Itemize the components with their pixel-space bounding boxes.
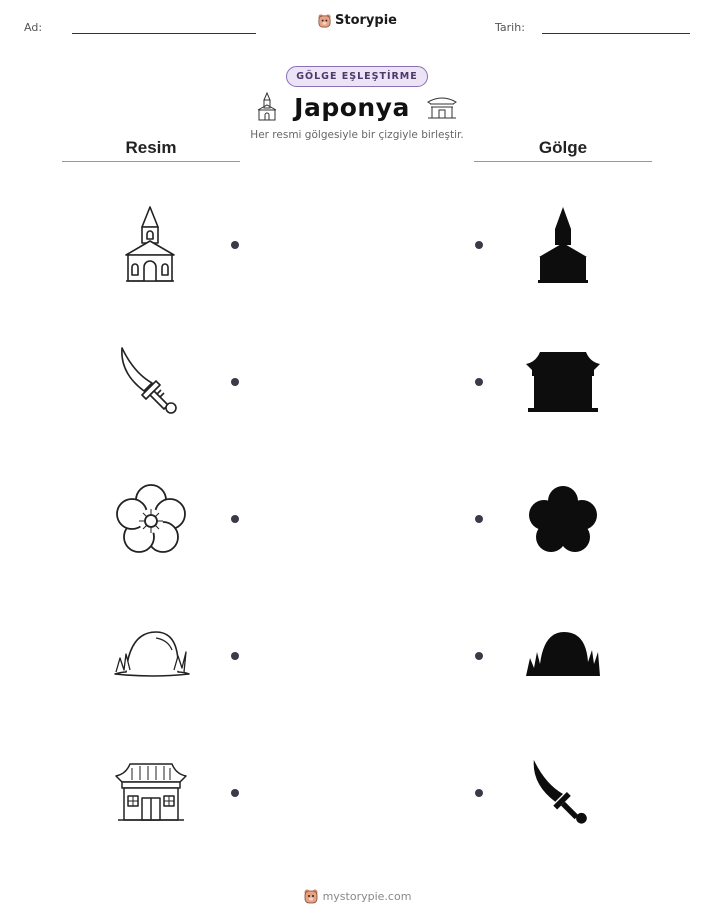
date-label: Tarih: bbox=[495, 21, 525, 34]
pagoda-silhouette bbox=[524, 350, 602, 414]
church-silhouette bbox=[536, 205, 590, 285]
page-title: Japonya bbox=[294, 92, 410, 122]
sword-silhouette bbox=[528, 756, 598, 828]
column-divider-right bbox=[474, 161, 652, 162]
instructions: Her resmi gölgesiyle bir çizgiyle birleştir. bbox=[250, 129, 464, 141]
church-icon bbox=[122, 205, 178, 285]
flower-icon bbox=[114, 483, 188, 557]
brand-logo bbox=[0, 13, 714, 32]
shadow-dot-5[interactable] bbox=[475, 789, 483, 797]
column-header-shadow: Gölge bbox=[538, 138, 588, 157]
shadow-dot-3[interactable] bbox=[475, 515, 483, 523]
shadow-dot-1[interactable] bbox=[475, 241, 483, 249]
footer bbox=[0, 888, 714, 907]
pagoda-house-icon bbox=[112, 760, 190, 824]
shadow-dot-4[interactable] bbox=[475, 652, 483, 660]
picture-dot-5[interactable] bbox=[231, 789, 239, 797]
flower-silhouette bbox=[526, 484, 600, 556]
picture-dot-1[interactable] bbox=[231, 241, 239, 249]
pagoda-small-icon bbox=[426, 94, 458, 120]
footer-url[interactable]: mystorypie.com bbox=[322, 889, 412, 903]
sword-icon bbox=[116, 345, 188, 417]
activity-badge bbox=[0, 66, 714, 87]
rock-silhouette bbox=[524, 628, 602, 680]
badge-text: GÖLGE EŞLEŞTİRME bbox=[286, 66, 428, 87]
picture-dot-4[interactable] bbox=[231, 652, 239, 660]
bear-icon bbox=[303, 888, 319, 904]
picture-dot-2[interactable] bbox=[231, 378, 239, 386]
name-field[interactable] bbox=[72, 33, 256, 34]
rock-icon bbox=[112, 628, 192, 680]
title-row bbox=[0, 92, 714, 122]
column-header-picture: Resim bbox=[125, 138, 177, 157]
bear-icon bbox=[317, 13, 332, 28]
picture-dot-3[interactable] bbox=[231, 515, 239, 523]
date-field[interactable] bbox=[542, 33, 690, 34]
brand-name: Storypie bbox=[335, 13, 397, 28]
church-small-icon bbox=[256, 92, 278, 122]
name-label: Ad: bbox=[24, 21, 43, 34]
column-divider-left bbox=[62, 161, 240, 162]
shadow-dot-2[interactable] bbox=[475, 378, 483, 386]
